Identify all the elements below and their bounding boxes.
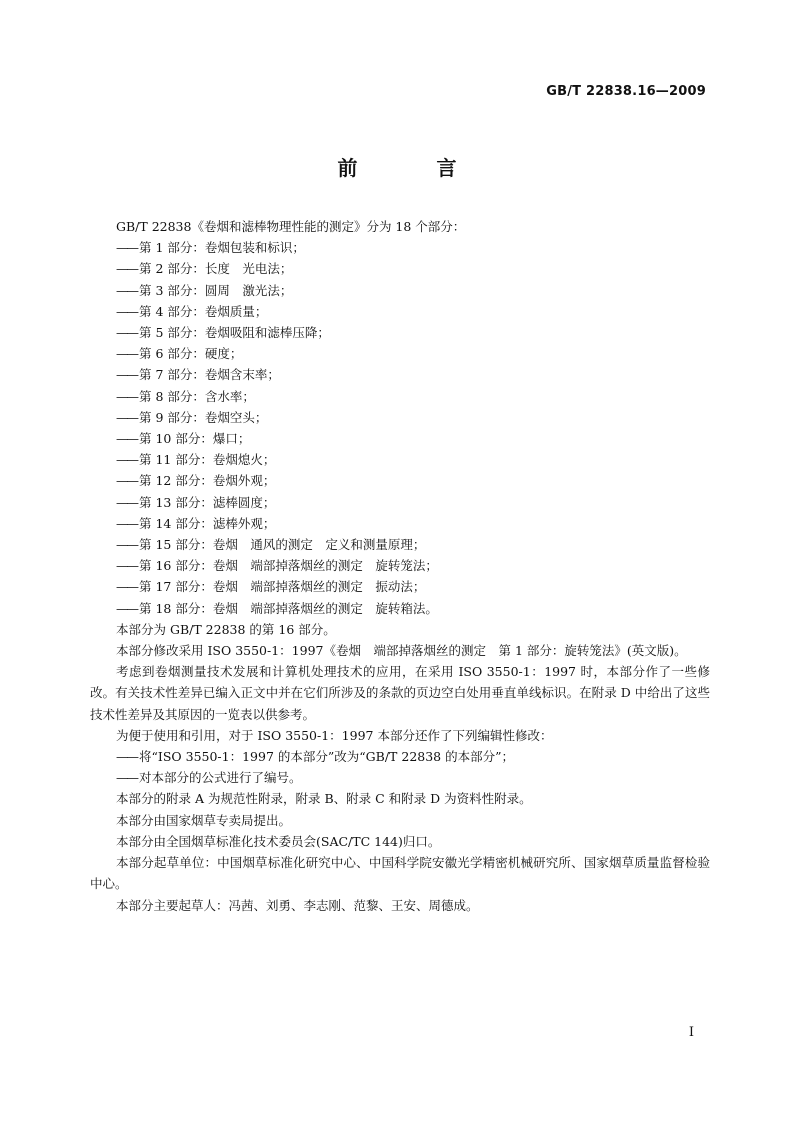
drafters-paragraph: 本部分主要起草人：冯茜、刘勇、李志刚、范黎、王安、周德成。 xyxy=(116,897,479,913)
list-item: —— 第 13 部分：滤棒圆度； xyxy=(90,492,710,513)
list-item: —— 第 7 部分：卷烟含末率； xyxy=(90,364,710,385)
list-item: —— 第 2 部分：长度 光电法； xyxy=(90,258,710,279)
parts-list xyxy=(90,237,710,619)
list-item: —— 第 18 部分：卷烟 端部掉落烟丝的测定 旋转箱法。 xyxy=(90,598,710,619)
list-item: —— 第 9 部分：卷烟空头； xyxy=(90,407,710,428)
list-item: —— 第 4 部分：卷烟质量； xyxy=(90,301,710,322)
list-item: —— 第 5 部分：卷烟吸阻和滤棒压降； xyxy=(90,322,710,343)
intro-paragraph: GB/T 22838《卷烟和滤棒物理性能的测定》分为 18 个部分： xyxy=(116,219,466,234)
list-item: —— 第 3 部分：圆周 激光法； xyxy=(90,280,710,301)
drafting-units-paragraph: 本部分起草单位：中国烟草标准化研究中心、中国科学院安徽光学精密机械研究所、国家烟草质量监督检验中心。 xyxy=(90,855,710,892)
standard-code: GB/T 22838.16—2009 xyxy=(546,84,706,99)
list-item: —— 第 14 部分：滤棒外观； xyxy=(90,513,710,534)
this-part-paragraph: 本部分为 GB/T 22838 的第 16 部分。 xyxy=(116,621,336,637)
list-item: —— 第 6 部分：硬度； xyxy=(90,343,710,364)
list-item: —— 第 16 部分：卷烟 端部掉落烟丝的测定 旋转笼法； xyxy=(90,555,710,576)
modified-adoption-paragraph: 本部分修改采用 ISO 3550-1：1997《卷烟 端部掉落烟丝的测定 第 1 部分：旋转笼法》(英文版)。 xyxy=(116,643,687,659)
list-item: —— 第 1 部分：卷烟包装和标识； xyxy=(90,237,710,258)
list-item: —— 第 15 部分：卷烟 通风的测定 定义和测量原理； xyxy=(90,534,710,555)
annex-paragraph: 本部分的附录 A 为规范性附录，附录 B、附录 C 和附录 D 为资料性附录。 xyxy=(116,791,532,807)
list-item: —— 对本部分的公式进行了编号。 xyxy=(90,767,710,788)
foreword-body xyxy=(90,216,710,916)
page-number: I xyxy=(688,1025,694,1040)
technical-differences-paragraph: 考虑到卷烟测量技术发展和计算机处理技术的应用，在采用 ISO 3550-1：1997 时，本部分作了一些修改。有关技术性差异已编入正文中并在它们所涉及的条款的页边空白处用垂直单线标识。在附录 D 中给出了这些技术性差异及其原因的一览表以供参考。 xyxy=(90,664,710,722)
list-item: —— 第 17 部分：卷烟 端部掉落烟丝的测定 振动法； xyxy=(90,576,710,597)
list-item: —— 第 10 部分：爆口； xyxy=(90,428,710,449)
list-item: —— 第 12 部分：卷烟外观； xyxy=(90,470,710,491)
list-item: —— 第 11 部分：卷烟熄火； xyxy=(90,449,710,470)
centralized-by-paragraph: 本部分由全国烟草标准化技术委员会(SAC/TC 144)归口。 xyxy=(116,833,441,849)
page-title: 前 言 xyxy=(337,156,493,180)
list-item: —— 第 8 部分：含水率； xyxy=(90,386,710,407)
editorial-changes-paragraph: 为便于使用和引用，对于 ISO 3550-1：1997 本部分还作了下列编辑性修改： xyxy=(116,727,553,743)
list-item: —— 将“ISO 3550-1：1997 的本部分”改为“GB/T 22838 的本部分”； xyxy=(90,746,710,767)
proposed-by-paragraph: 本部分由国家烟草专卖局提出。 xyxy=(116,812,292,828)
